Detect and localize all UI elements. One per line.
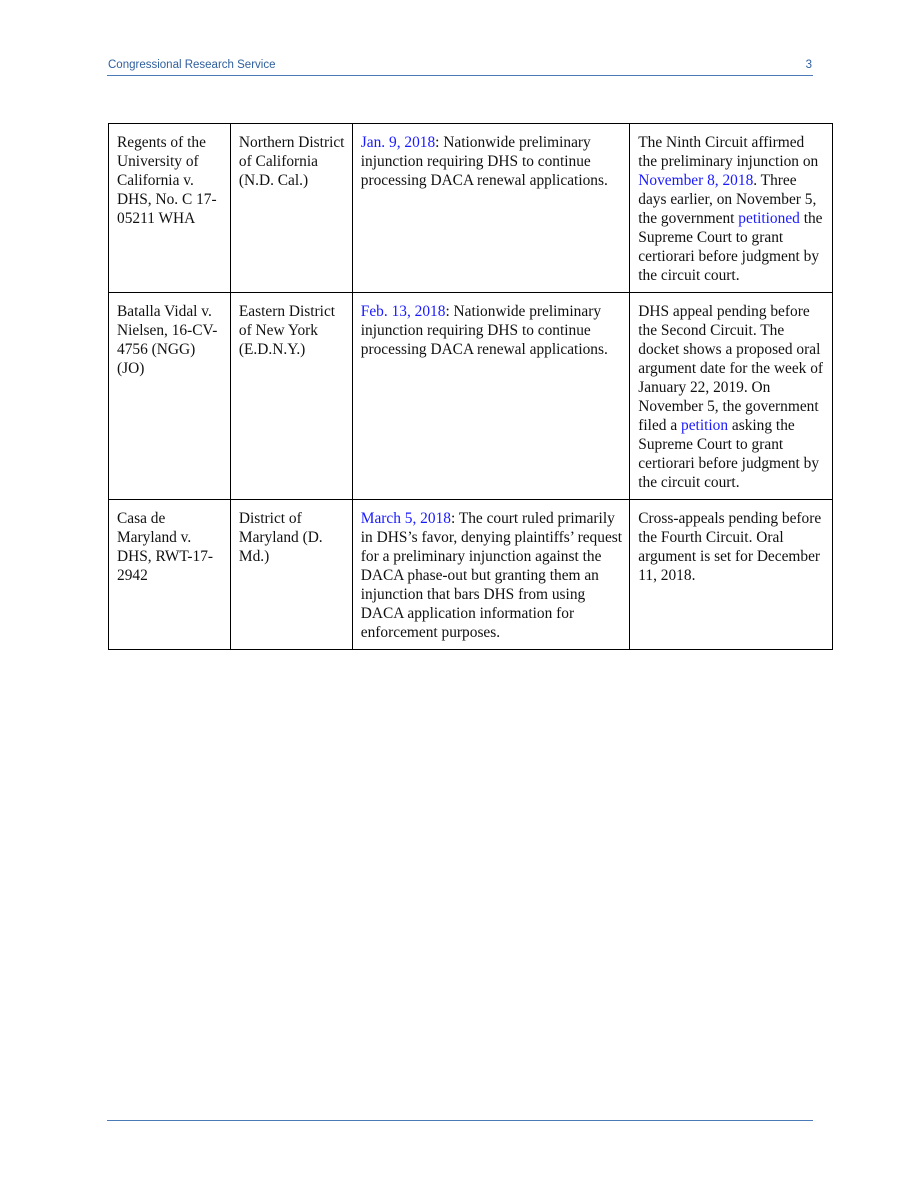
status-link[interactable]: November 8, 2018: [638, 172, 754, 189]
ruling-date-link[interactable]: March 5, 2018: [360, 510, 451, 527]
case-name-cell: [109, 124, 231, 293]
litigation-table: [108, 123, 833, 650]
status-text: Cross-appeals pending before the Fourth Circuit. Oral argument is set for December 11, 2018.: [638, 510, 822, 584]
case-name-cell: [109, 500, 231, 650]
status-link[interactable]: petitioned: [738, 210, 800, 227]
page-header: [107, 58, 813, 76]
court-cell: [230, 500, 352, 650]
court-name: Eastern District of New York (E.D.N.Y.): [238, 303, 336, 358]
ruling-date-link[interactable]: Feb. 13, 2018: [360, 303, 446, 320]
ruling-text: : Nationwide preliminary injunction requiring DHS to continue processing DACA renewal applications.: [360, 134, 608, 189]
header-title: Congressional Research Service: [108, 59, 276, 71]
status-text: DHS appeal pending before the Second Circuit. The docket shows a proposed oral argument date for the week of January 22, 2019. On November 5, the government filed a: [638, 303, 824, 434]
page-number: 3: [805, 59, 812, 71]
court-cell: [230, 124, 352, 293]
court-cell: [230, 293, 352, 500]
table-row: [109, 500, 833, 650]
ruling-cell: [352, 500, 630, 650]
status-text: The Ninth Circuit affirmed the preliminary injunction on: [638, 134, 819, 170]
status-link[interactable]: petition: [681, 417, 729, 434]
court-name: District of Maryland (D. Md.): [238, 510, 323, 565]
status-cell: [630, 124, 833, 293]
table-row: [109, 293, 833, 500]
ruling-cell: [352, 293, 630, 500]
footer-rule: [107, 1120, 813, 1121]
ruling-date-link[interactable]: Jan. 9, 2018: [360, 134, 436, 151]
status-text: . Three days earlier, on November 5, the government: [638, 172, 817, 227]
status-cell: [630, 500, 833, 650]
status-text: the Supreme Court to grant certiorari before judgment by the circuit court.: [638, 210, 823, 284]
status-cell: [630, 293, 833, 500]
court-name: Northern District of California (N.D. Cal.): [238, 134, 345, 189]
ruling-text: : The court ruled primarily in DHS’s favor, denying plaintiffs’ request for a preliminary injunction against the DACA phase-out but granting them an injunction that bars DHS from using DACA application information for enforcement purposes.: [360, 510, 623, 641]
case-name-cell: [109, 293, 231, 500]
status-text: asking the Supreme Court to grant certiorari before judgment by the circuit court.: [638, 417, 820, 491]
table-row: [109, 124, 833, 293]
ruling-cell: [352, 124, 630, 293]
case-name: Batalla Vidal v. Nielsen, 16-CV-4756 (NGG) (JO): [117, 303, 218, 377]
case-name: Casa de Maryland v. DHS, RWT-17-2942: [117, 510, 214, 584]
case-name: Regents of the University of California v. DHS, No. C 17-05211 WHA: [117, 134, 217, 227]
ruling-text: : Nationwide preliminary injunction requiring DHS to continue processing DACA renewal applications.: [360, 303, 608, 358]
